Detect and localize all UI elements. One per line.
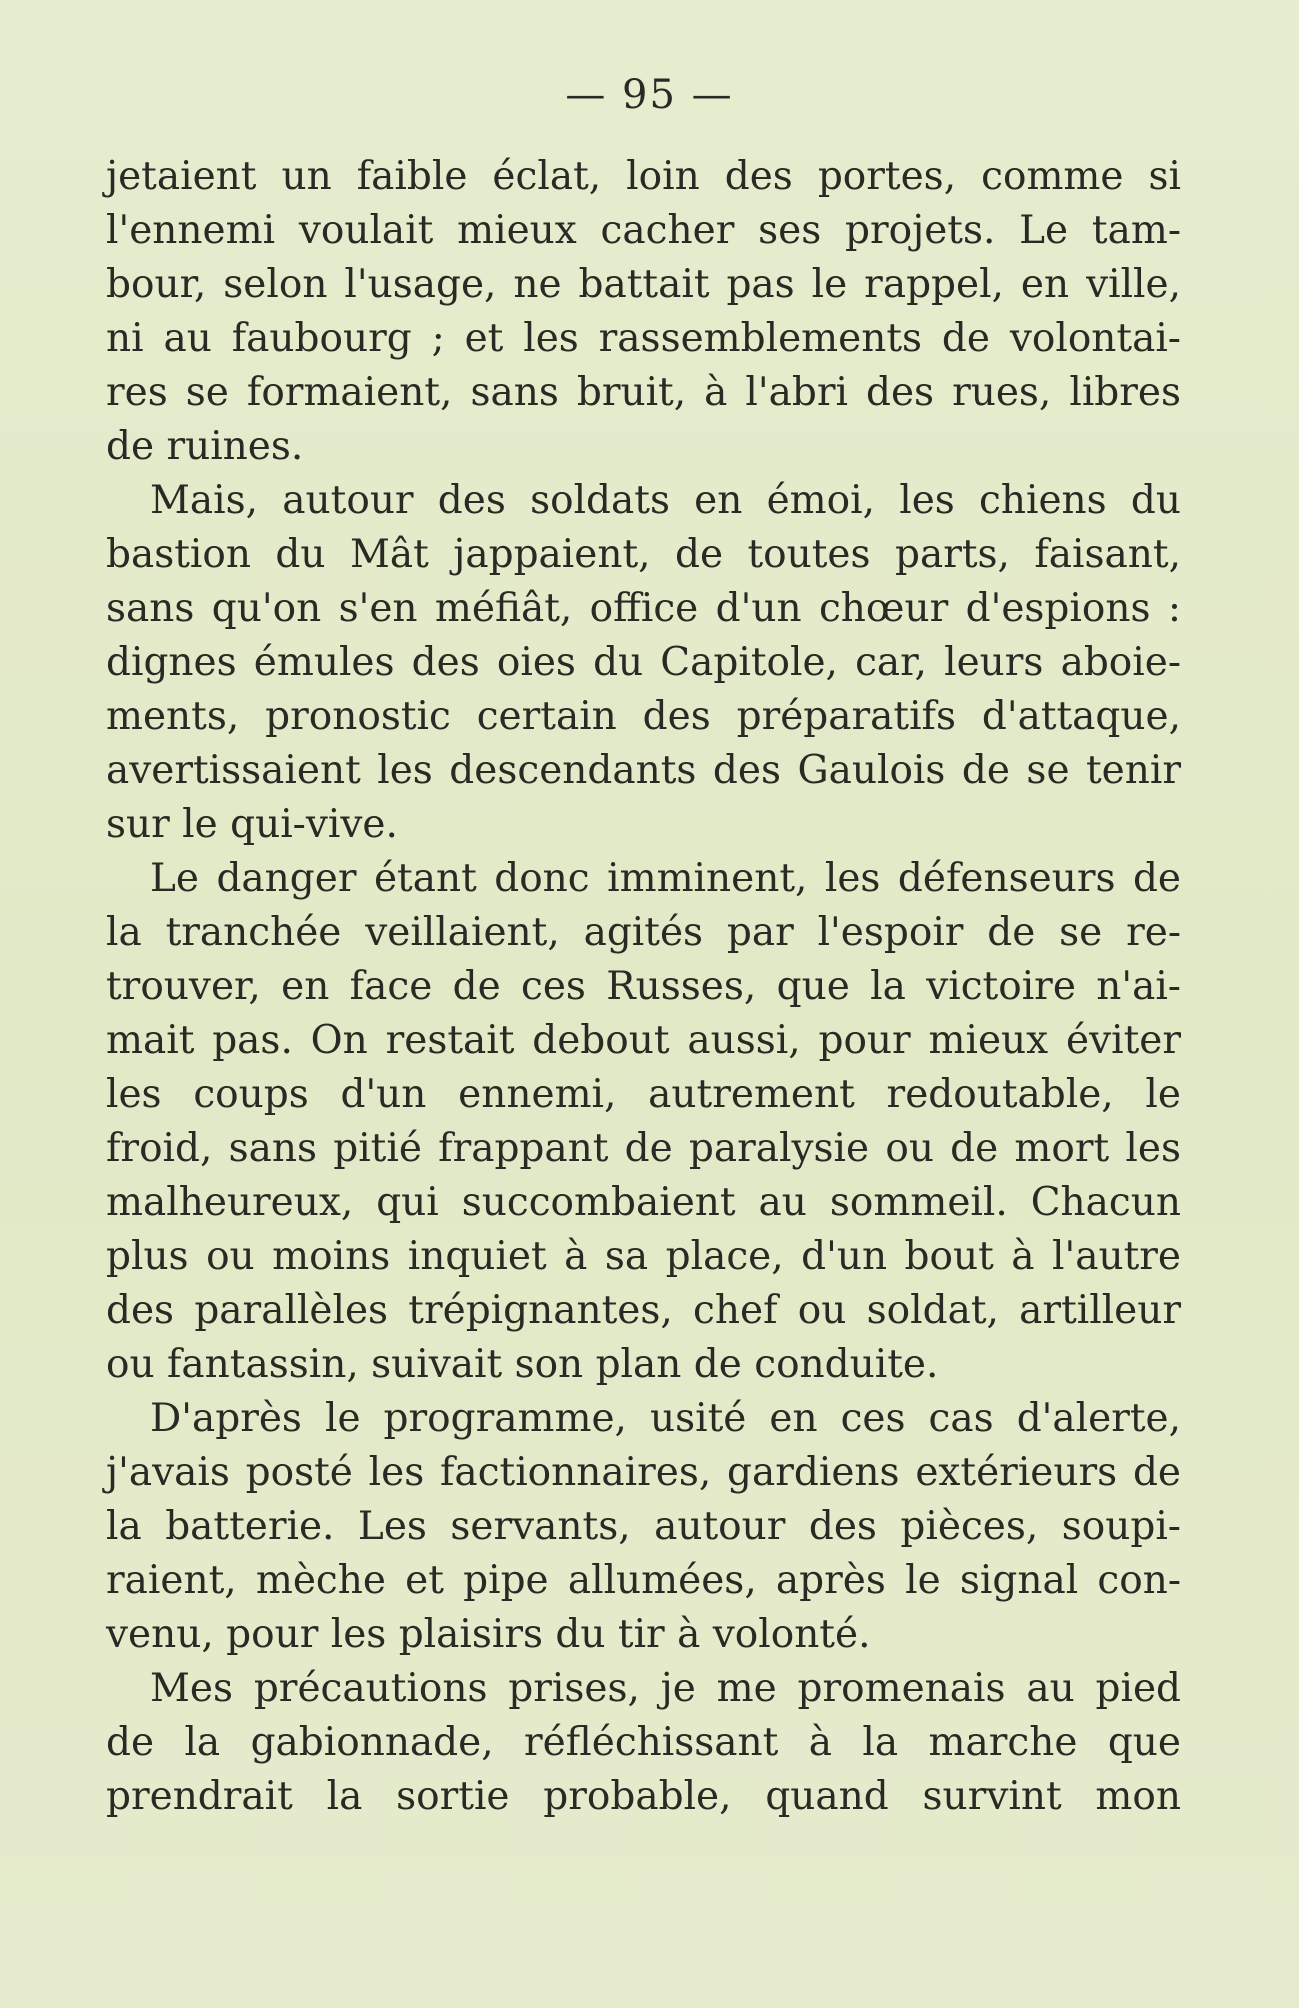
text-line: Le danger étant donc imminent, les défenseurs de xyxy=(150,856,1181,901)
paragraph xyxy=(106,474,1181,852)
text-line: raient, mèche et pipe allumées, après le signal con- xyxy=(106,1558,1181,1603)
text-line: malheureux, qui succombaient au sommeil. Chacun xyxy=(106,1180,1181,1225)
text-line: les coups d'un ennemi, autrement redoutable, le xyxy=(106,1072,1181,1117)
text-line: trouver, en face de ces Russes, que la victoire n'ai- xyxy=(106,964,1181,1009)
text-line: Mes précautions prises, je me promenais au pied xyxy=(150,1666,1181,1711)
paragraph xyxy=(106,1392,1181,1662)
text-line: avertissaient les descendants des Gaulois de se tenir xyxy=(106,748,1181,793)
text-line: l'ennemi voulait mieux cacher ses projets. Le tam- xyxy=(106,208,1181,253)
text-line: mait pas. On restait debout aussi, pour mieux éviter xyxy=(106,1018,1181,1063)
text-line: ou fantassin, suivait son plan de conduite. xyxy=(106,1342,939,1387)
text-line: plus ou moins inquiet à sa place, d'un bout à l'autre xyxy=(106,1234,1181,1279)
text-line: jetaient un faible éclat, loin des portes, comme si xyxy=(106,154,1181,199)
text-line: venu, pour les plaisirs du tir à volonté. xyxy=(106,1612,871,1657)
text-line: ni au faubourg ; et les rassemblements de volontai- xyxy=(106,316,1181,361)
text-line: froid, sans pitié frappant de paralysie ou de mort les xyxy=(106,1126,1181,1171)
paragraph xyxy=(106,852,1181,1392)
text-line: bastion du Mât jappaient, de toutes parts, faisant, xyxy=(106,532,1181,577)
text-line: des parallèles trépignantes, chef ou soldat, artilleur xyxy=(106,1288,1181,1333)
text-line: Mais, autour des soldats en émoi, les chiens du xyxy=(150,478,1181,523)
text-line: res se formaient, sans bruit, à l'abri des rues, libres xyxy=(106,370,1181,415)
paragraph xyxy=(106,1662,1181,1824)
text-line: bour, selon l'usage, ne battait pas le rappel, en ville, xyxy=(106,262,1181,307)
text-line: sans qu'on s'en méfiât, office d'un chœur d'espions : xyxy=(106,586,1181,631)
text-line: la batterie. Les servants, autour des pièces, soupi- xyxy=(106,1504,1181,1549)
text-line: la tranchée veillaient, agités par l'espoir de se re- xyxy=(106,910,1181,955)
paragraph xyxy=(106,150,1181,474)
text-line: ments, pronostic certain des préparatifs d'attaque, xyxy=(106,694,1181,739)
text-line: de la gabionnade, réfléchissant à la marche que xyxy=(106,1720,1181,1765)
text-line: de ruines. xyxy=(106,424,304,469)
page-number: — 95 — xyxy=(565,72,734,118)
text-line: j'avais posté les factionnaires, gardiens extérieurs de xyxy=(106,1450,1181,1495)
text-line: dignes émules des oies du Capitole, car, leurs aboie- xyxy=(106,640,1181,685)
text-line: D'après le programme, usité en ces cas d'alerte, xyxy=(150,1396,1181,1441)
text-line: prendrait la sortie probable, quand survint mon xyxy=(106,1774,1181,1819)
body-text xyxy=(106,150,1181,1824)
text-line: sur le qui-vive. xyxy=(106,802,398,847)
